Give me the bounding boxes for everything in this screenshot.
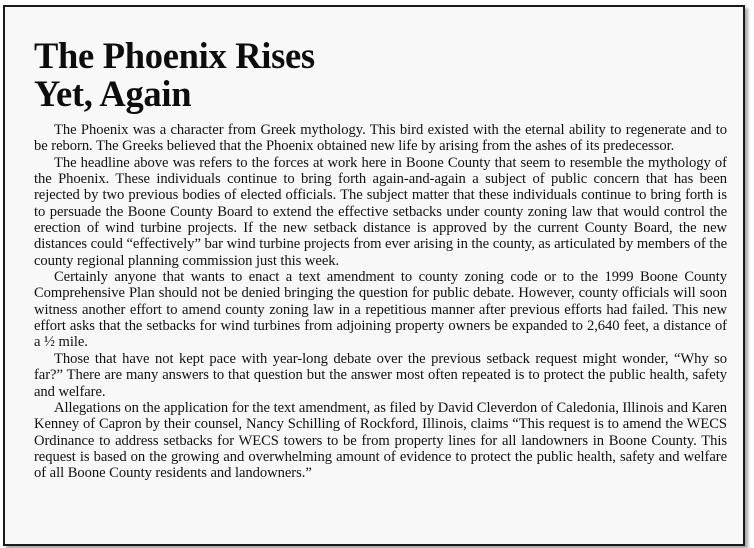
article [34,37,727,482]
article-frame [3,5,745,546]
paragraph-1: The Phoenix was a character from Greek mythology. This bird existed with the eternal ability to regenerate and to be reborn. The Greeks believed that the Phoenix obtained new life by arising from the ashes of its predecessor. [34,122,727,155]
headline [34,37,727,113]
paragraph-3: Certainly anyone that wants to enact a text amendment to county zoning code or to the 1999 Boone County Comprehensive Plan should not be denied bringing the question for public debate. However, county officials will soon witness another effort to amend county zoning law in a repetitious manner after previous efforts had failed. This new effort asks that the setbacks for wind turbines from adjoining property owners be expanded to 2,640 feet, a distance of a ½ mile. [34,269,727,351]
headline-line-1: The Phoenix Rises [34,35,315,76]
paragraph-2: The headline above was refers to the forces at work here in Boone County that seem to resemble the mythology of the Phoenix. These individuals continue to bring forth again-and-again a subject of public concern that has been rejected by two previous bodies of elected officials. The subject matter that these individuals continue to bring forth is to persuade the Boone County Board to extend the effective setbacks under county zoning law that would control the erection of wind turbine projects. If the new setback distance is approved by the current County Board, the new distances could “effectively” bar wind turbine projects from ever arising in the county, as articulated by members of the county regional planning commission just this week. [34,154,727,269]
paragraph-5: Allegations on the application for the text amendment, as filed by David Cleverdon of Caledonia, Illinois and Karen Kenney of Capron by their counsel, Nancy Schilling of Rockford, Illinois, claims “This request is to amend the WECS Ordinance to address setbacks for WECS towers to be from property lines for all landowners in Boone County. This request is based on the growing and overwhelming amount of evidence to protect the public health, safety and welfare of all Boone County residents and landowners.” [34,399,727,482]
paragraph-4: Those that have not kept pace with year-long debate over the previous setback request might wonder, “Why so far?” There are many answers to that question but the answer most often repeated is to protect the public health, safety and welfare. [34,350,727,400]
headline-line-2: Yet, Again [34,73,192,114]
